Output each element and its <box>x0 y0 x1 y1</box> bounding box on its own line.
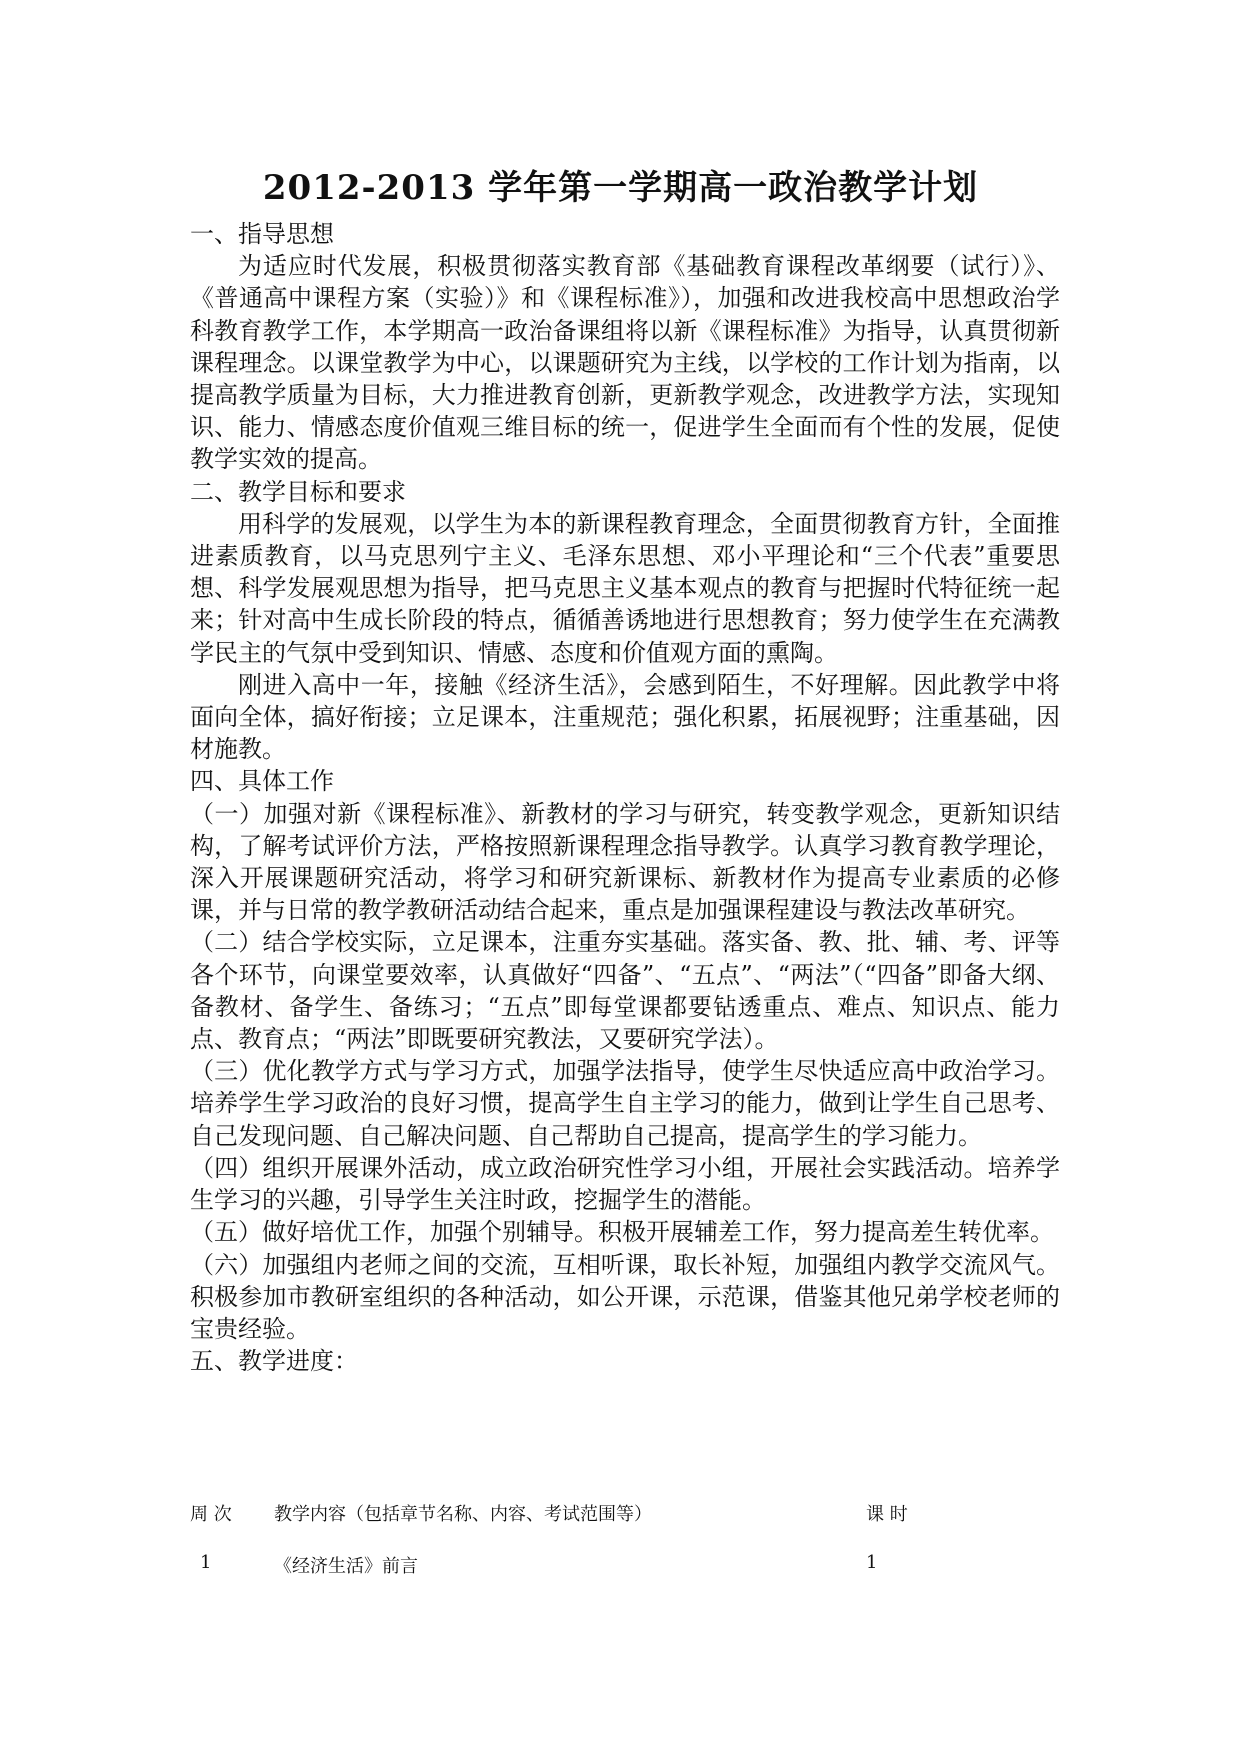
cell-content: 《经济生活》前言 <box>274 1556 418 1577</box>
section-heading-teaching-goals: 二、教学目标和要求 <box>190 477 406 506</box>
section-heading-specific-work: 四、具体工作 <box>190 767 334 796</box>
schedule-table <box>190 1500 1060 1604</box>
list-item: （六）加强组内老师之间的交流，互相听课，取长补短，加强组内教学交流风气。积极参加市教研室组织的各种活动，如公开课，示范课，借鉴其他兄弟学校老师的宝贵经验。 <box>190 1250 1060 1343</box>
table-row <box>190 1552 1060 1604</box>
document-title: 2012-2013 学年第一学期高一政治教学计划 <box>262 168 979 208</box>
paragraph: 刚进入高中一年，接触《经济生活》，会感到陌生，不好理解。因此教学中将面向全体，搞好衔接；立足课本，注重规范；强化积累，拓展视野；注重基础，因材施教。 <box>190 670 1060 764</box>
list-item: （五）做好培优工作，加强个别辅导。积极开展辅差工作，努力提高差生转优率。 <box>190 1218 1054 1247</box>
section-heading-guiding-thought: 一、指导思想 <box>190 220 334 248</box>
header-week: 周 次 <box>190 1504 232 1525</box>
cell-week: 1 <box>200 1552 212 1573</box>
list-item: （四）组织开展课外活动，成立政治研究性学习小组，开展社会实践活动。培养学生学习的兴趣，引导学生关注时政，挖掘学生的潜能。 <box>190 1153 1060 1215</box>
list-item: （一）加强对新《课程标准》、新教材的学习与研究，转变教学观念，更新知识结构，了解考试评价方法，严格按照新课程理念指导教学。认真学习教育教学理论，深入开展课题研究活动，将学习和研究新课标、新教材作为提高专业素质的必修课，并与日常的教学教研活动结合起来，重点是加强课程建设与教法改革研究。 <box>190 799 1060 925</box>
list-item: （二）结合学校实际，立足课本，注重夯实基础。落实备、教、批、辅、考、评等各个环节，向课堂要效率，认真做好“四备”、“五点”、“两法”（“四备”即备大纲、备教材、备学生、备练习；“五点”即每堂课都要钻透重点、难点、知识点、能力点、教育点；“两法”即既要研究教法，又要研究学法）。 <box>190 928 1060 1054</box>
document-body <box>190 218 1060 1377</box>
header-hours: 课 时 <box>866 1504 908 1525</box>
section-heading-teaching-schedule: 五、教学进度： <box>190 1347 358 1376</box>
header-content: 教学内容（包括章节名称、内容、考试范围等） <box>274 1504 652 1525</box>
cell-hours: 1 <box>866 1552 878 1573</box>
table-header-row <box>190 1500 1060 1552</box>
list-item: （三）优化教学方式与学习方式，加强学法指导，使学生尽快适应高中政治学习。培养学生学习政治的良好习惯，提高学生自主学习的能力，做到让学生自己思考、自己发现问题、自己解决问题、自己帮助自己提高，提高学生的学习能力。 <box>190 1057 1060 1150</box>
paragraph: 为适应时代发展，积极贯彻落实教育部《基础教育课程改革纲要（试行）》、《普通高中课程方案（实验）》和《课程标准》），加强和改进我校高中思想政治学科教育教学工作，本学期高一政治备课组将以新《课程标准》为指导，认真贯彻新课程理念。以课堂教学为中心，以课题研究为主线，以学校的工作计划为指南，以提高教学质量为目标，大力推进教育创新，更新教学观念，改进教学方法，实现知识、能力、情感态度价值观三维目标的统一，促进学生全面而有个性的发展，促使教学实效的提高。 <box>190 252 1060 474</box>
paragraph: 用科学的发展观，以学生为本的新课程教育理念，全面贯彻教育方针，全面推进素质教育，以马克思列宁主义、毛泽东思想、邓小平理论和“三个代表”重要思想、科学发展观思想为指导，把马克思主义基本观点的教育与把握时代特征统一起来；针对高中生成长阶段的特点，循循善诱地进行思想教育；努力使学生在充满教学民主的气氛中受到知识、情感、态度和价值观方面的熏陶。 <box>190 509 1060 667</box>
